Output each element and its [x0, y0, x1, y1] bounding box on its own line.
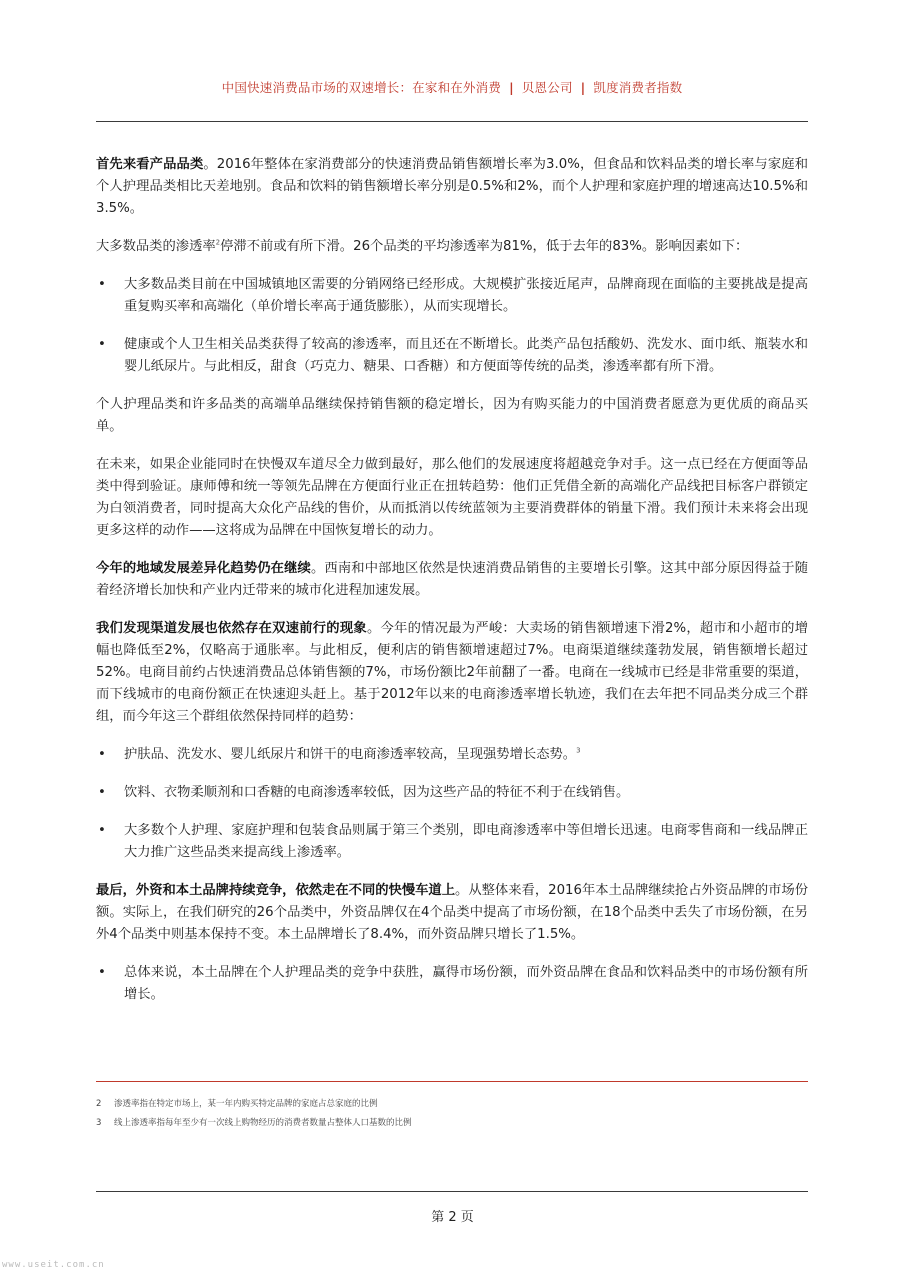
footnotes [96, 1098, 808, 1136]
footnote-ref[interactable]: 2 [215, 238, 221, 247]
footnote-rule [96, 1081, 808, 1082]
header-index: 凯度消费者指数 [593, 80, 683, 95]
main-content [96, 154, 808, 1022]
list-item: • 总体来说，本土品牌在个人护理品类的竞争中获胜，赢得市场份额，而外资品牌在食品和饮料品类中的市场份额有所增长。 [96, 962, 808, 1006]
paragraph-penetration: 大多数品类的渗透率$^2$停滞不前或有所下滑。26个品类的平均渗透率为81%，低于去年的83%。影响因素如下： [96, 238, 749, 254]
bullet-icon: • [98, 965, 106, 980]
list-item: • 大多数个人护理、家庭护理和包装食品则属于第三个类别，即电商渗透率中等但增长迅速。电商零售商和一线品牌正大力推广这些品类来提高线上渗透率。 [96, 820, 808, 864]
paragraph-product-categories: 首先来看产品品类。2016年整体在家消费部分的快速消费品销售额增长率为3.0%，但食品和饮料品类的增长率与家庭和个人护理品类相比天差地别。食品和饮料的销售额增长率分别是0.5%和2%，而个人护理和家庭护理的增速高达10.5%和3.5%。 [96, 157, 808, 216]
bullet-list-factors [96, 274, 808, 378]
footnote-number: 3 [96, 1118, 102, 1128]
paragraph-lead: 最后，外资和本土品牌持续竞争，依然走在不同的快慢车道上 [96, 883, 456, 898]
bullet-icon: • [98, 823, 106, 838]
watermark: www.useit.com.cn [2, 1260, 105, 1270]
paragraph-brands: 最后，外资和本土品牌持续竞争，依然走在不同的快慢车道上。从整体来看，2016年本土品牌继续抢占外资品牌的市场份额。实际上，在我们研究的26个品类中，外资品牌仅在4个品类中提高了市场份额，在18个品类中丢失了市场份额，在另外4个品类中则基本保持不变。本土品牌增长了8.4%，而外资品牌只增长了1.5%。 [96, 883, 809, 942]
paragraph-channels: 我们发现渠道发展也依然存在双速前行的现象。今年的情况最为严峻：大卖场的销售额增速下滑2%，超市和小超市的增幅也降低至2%，仅略高于通胀率。与此相反，便利店的销售额增速超过7%。电商渠道继续蓬勃发展，销售额增长超过52%。电商目前约占快速消费品总体销售额的7%，市场份额比2年前翻了一番。电商在一线城市已经是非常重要的渠道，而下线城市的电商份额正在快速迎头赶上。基于2012年以来的电商渗透率增长轨迹，我们在去年把不同品类分成三个群组，而今年这三个群组依然保持同样的趋势： [96, 621, 809, 724]
header-rule [96, 121, 808, 122]
paragraph-lead: 我们发现渠道发展也依然存在双速前行的现象 [96, 621, 367, 636]
bullet-icon: • [98, 337, 106, 352]
bullet-icon: • [98, 785, 106, 800]
footnote-number: 2 [96, 1099, 102, 1109]
paragraph-lead: 首先来看产品品类 [96, 157, 204, 172]
list-item: • 饮料、衣物柔顺剂和口香糖的电商渗透率较低，因为这些产品的特征不利于在线销售。 [96, 782, 808, 804]
paragraph-future: 在未来，如果企业能同时在快慢双车道尽全力做到最好，那么他们的发展速度将超越竞争对手。这一点已经在方便面等品类中得到验证。康师傅和统一等领先品牌在方便面行业正在扭转趋势：他们正凭借全新的高端化产品线把目标客户群锁定为白领消费者，同时提高大众化产品线的售价，从而抵消以传统蓝领为主要消费群体的销量下滑。我们预计未来将会出现更多这样的动作——这将成为品牌在中国恢复增长的动力。 [96, 457, 808, 538]
header-company: 贝恩公司 [521, 80, 573, 95]
footer-rule [96, 1191, 808, 1192]
list-item: • 健康或个人卫生相关品类获得了较高的渗透率，而且还在不断增长。此类产品包括酸奶、洗发水、面巾纸、瓶装水和婴儿纸尿片。与此相反，甜食（巧克力、糖果、口香糖）和方便面等传统的品类，渗透率都有所下滑。 [96, 334, 808, 378]
header-separator: | [509, 80, 514, 95]
bullet-list-ecommerce-groups [96, 744, 808, 864]
footnote-text: 线上渗透率指每年至少有一次线上购物经历的消费者数量占整体人口基数的比例 [114, 1118, 412, 1128]
paragraph-regional: 今年的地域发展差异化趋势仍在继续。西南和中部地区依然是快速消费品销售的主要增长引擎。这其中部分原因得益于随着经济增长加快和产业内迁带来的城市化进程加速发展。 [96, 561, 809, 598]
list-item: • 大多数品类目前在中国城镇地区需要的分销网络已经形成。大规模扩张接近尾声，品牌商现在面临的主要挑战是提高重复购买率和高端化（单价增长率高于通货膨胀），从而实现增长。 [96, 274, 808, 318]
list-item: • 护肤品、洗发水、婴儿纸尿片和饼干的电商渗透率较高，呈现强势增长态势。$^3$ [96, 744, 808, 766]
running-header [96, 78, 808, 96]
footnote-ref[interactable]: 3 [576, 746, 581, 755]
footnote [96, 1098, 808, 1110]
header-title: 中国快速消费品市场的双速增长：在家和在外消费 [221, 80, 502, 95]
footnote [96, 1117, 808, 1129]
bullet-list-brands [96, 962, 808, 1006]
paragraph-lead: 今年的地域发展差异化趋势仍在继续 [96, 561, 311, 576]
header-separator: | [580, 80, 586, 95]
bullet-icon: • [98, 277, 106, 292]
footnote-text: 渗透率指在特定市场上，某一年内购买特定品牌的家庭占总家庭的比例 [114, 1099, 378, 1109]
bullet-icon: • [98, 747, 106, 762]
paragraph-premium: 个人护理品类和许多品类的高端单品继续保持销售额的稳定增长，因为有购买能力的中国消费者愿意为更优质的商品买单。 [96, 397, 808, 434]
page-number: 第 2 页 [431, 1210, 474, 1225]
